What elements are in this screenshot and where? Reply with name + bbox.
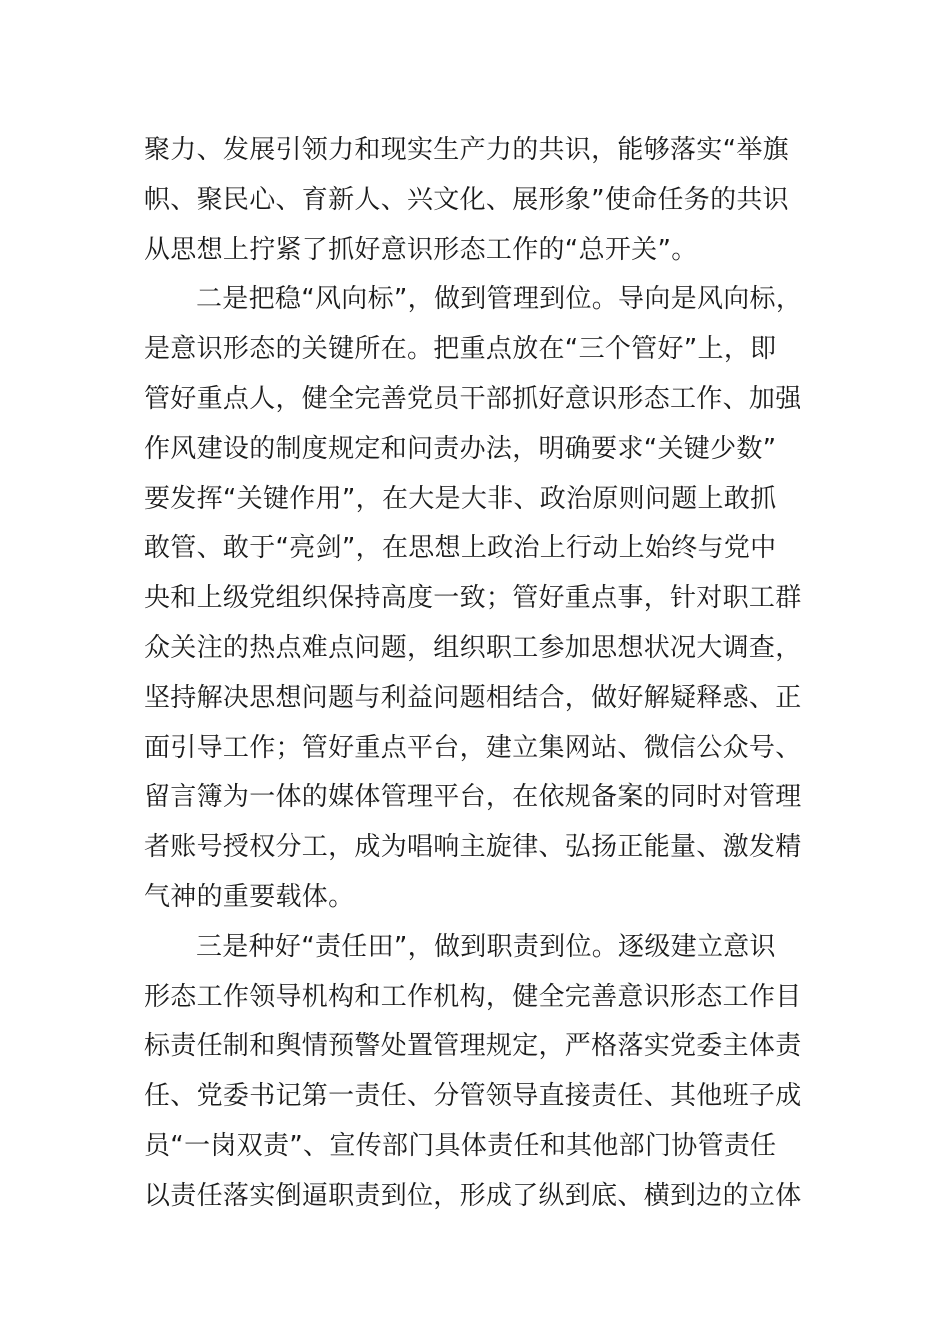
text-line: 者账号授权分工，成为唱响主旋律、弘扬正能量、激发精 xyxy=(144,832,802,863)
text-line: 是意识形态的关键所在。把重点放在“三个管好”上，即 xyxy=(144,334,777,365)
text-line: 标责任制和舆情预警处置管理规定，严格落实党委主体责 xyxy=(144,1031,802,1062)
text-line: 要发挥“关键作用”，在大是大非、政治原则问题上敢抓 xyxy=(144,483,777,514)
paragraph-start-line: 三是种好“责任田”，做到职责到位。逐级建立意识 xyxy=(196,931,776,962)
text-line: 从思想上拧紧了抓好意识形态工作的“总开关”。 xyxy=(144,234,698,265)
text-line: 敢管、敢于“亮剑”，在思想上政治上行动上始终与党中 xyxy=(144,533,777,564)
text-line: 面引导工作；管好重点平台，建立集网站、微信公众号、 xyxy=(144,732,802,763)
text-line: 以责任落实倒逼职责到位，形成了纵到底、横到边的立体 xyxy=(144,1180,802,1211)
text-line: 形态工作领导机构和工作机构，健全完善意识形态工作目 xyxy=(144,981,802,1012)
text-line: 管好重点人，健全完善党员干部抓好意识形态工作、加强 xyxy=(144,383,802,414)
text-line: 任、党委书记第一责任、分管领导直接责任、其他班子成 xyxy=(144,1081,802,1112)
text-line: 员“一岗双责”、宣传部门具体责任和其他部门协管责任 xyxy=(144,1130,777,1161)
text-line: 央和上级党组织保持高度一致；管好重点事，针对职工群 xyxy=(144,583,802,614)
text-line: 帜、聚民心、育新人、兴文化、展形象”使命任务的共识 xyxy=(144,184,789,215)
paragraph-start-line: 二是把稳“风向标”，做到管理到位。导向是风向标， xyxy=(196,284,803,315)
text-line: 留言簿为一体的媒体管理平台，在依规备案的同时对管理 xyxy=(144,782,802,813)
text-line: 聚力、发展引领力和现实生产力的共识，能够落实“举旗 xyxy=(144,135,789,165)
text-line: 作风建设的制度规定和问责办法，明确要求“关键少数” xyxy=(144,433,777,464)
text-line: 坚持解决思想问题与利益问题相结合，做好解疑释惑、正 xyxy=(144,682,802,713)
text-line: 气神的重要载体。 xyxy=(144,881,355,912)
body-text xyxy=(144,126,824,1222)
text-line: 众关注的热点难点问题，组织职工参加思想状况大调查， xyxy=(144,632,802,663)
